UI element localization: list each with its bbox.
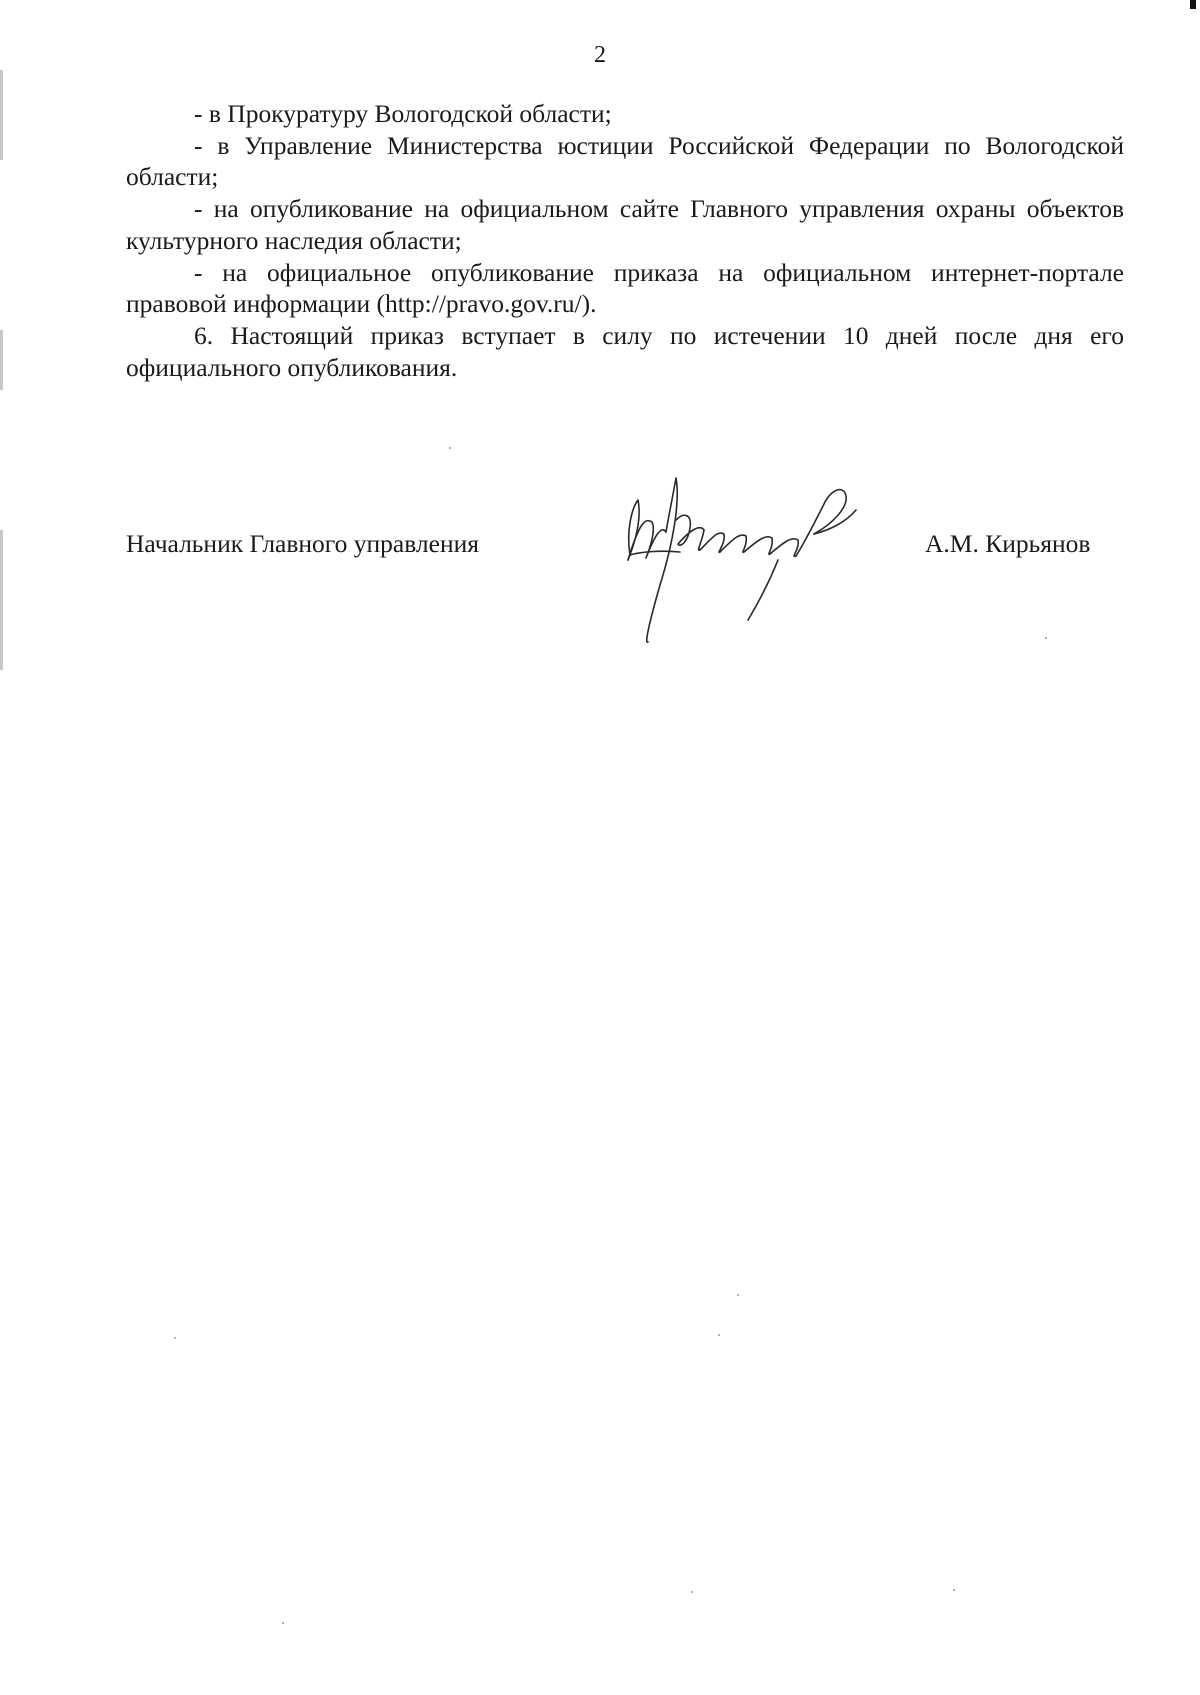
clause-effective-date: 6. Настоящий приказ вступает в силу по истечении 10 дней после дня его официального опубликования.: [126, 320, 1124, 382]
scan-speck: [718, 1334, 720, 1336]
handwritten-signature: [600, 460, 870, 660]
scan-speck: [737, 1294, 739, 1296]
distribution-item-justice-ministry: - в Управление Министерства юстиции Российской Федерации по Вологодской области;: [126, 130, 1124, 192]
scan-speck: [691, 1591, 693, 1593]
distribution-item-legal-portal: - на официальное опубликование приказа на официальном интернет-портале правовой информации (http://pravo.gov.ru/).: [126, 257, 1124, 319]
distribution-item-website-publication: - на опубликование на официальном сайте Главного управления охраны объектов культурного наследия области;: [126, 194, 1124, 255]
signature-block: [0, 0, 1200, 700]
signatory-title: Начальник Главного управления: [126, 529, 479, 558]
scan-speck: [174, 1337, 176, 1339]
distribution-item-prosecutor: - в Прокуратуру Вологодской области;: [194, 99, 612, 128]
page-number: 2: [594, 42, 606, 68]
signatory-name: А.М. Кирьянов: [925, 529, 1091, 558]
scan-speck: [953, 1589, 955, 1591]
scan-speck: [282, 1622, 284, 1624]
